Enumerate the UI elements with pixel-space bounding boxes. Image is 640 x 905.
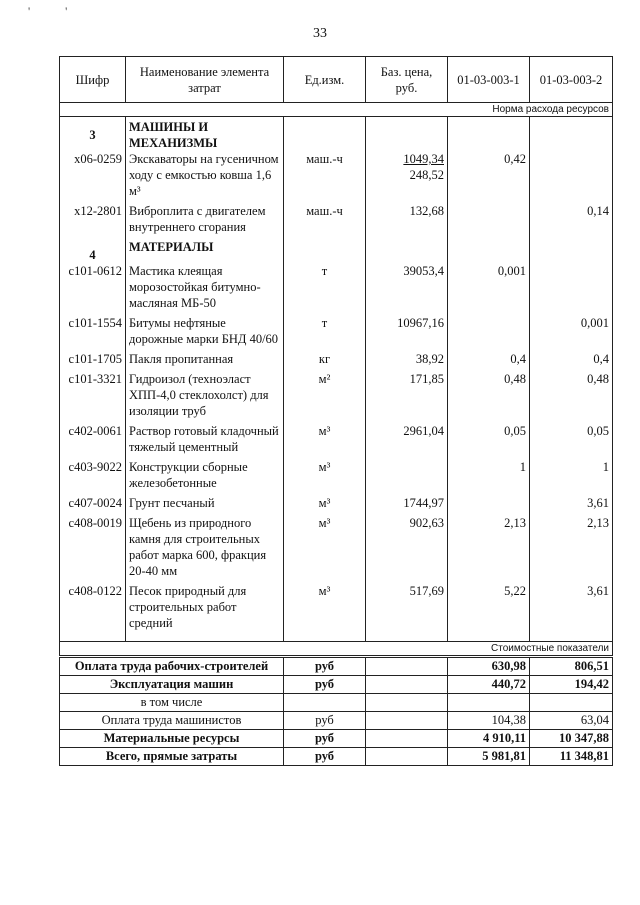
norm-value-2: 0,05 <box>530 423 613 459</box>
section-number: 4 <box>60 239 126 263</box>
resource-unit: м² <box>284 371 366 423</box>
header-name: Наименование элемента затрат <box>126 57 284 103</box>
resource-price-cell <box>366 459 448 495</box>
table-row <box>60 315 613 351</box>
resource-name: Песок природный для строительных работ средний <box>126 583 284 635</box>
resource-price: 1744,97 <box>403 496 444 510</box>
resource-price-cell <box>366 151 448 203</box>
resource-price-cell <box>366 495 448 515</box>
resource-name: Щебень из природного камня для строительных работ марка 600, фракция 20-40 мм <box>126 515 284 583</box>
empty-cell <box>448 117 530 152</box>
resource-unit: кг <box>284 351 366 371</box>
resource-code: с101-3321 <box>60 371 126 423</box>
resource-price: 517,69 <box>409 584 444 598</box>
resource-code: с402-0061 <box>60 423 126 459</box>
norm-value-1: 0,48 <box>448 371 530 423</box>
norm-value-2: 0,001 <box>530 315 613 351</box>
resource-unit: маш.-ч <box>284 203 366 239</box>
summary-row <box>60 657 613 676</box>
summary-unit: руб <box>284 730 366 748</box>
summary-name: Всего, прямые затраты <box>60 748 284 766</box>
summary-row <box>60 676 613 694</box>
table-row <box>60 583 613 635</box>
summary-value-1: 104,38 <box>448 712 530 730</box>
empty-cell <box>448 239 530 263</box>
resource-price-cell <box>366 515 448 583</box>
empty-cell <box>284 239 366 263</box>
resource-price-cell <box>366 423 448 459</box>
table-row <box>60 495 613 515</box>
resource-price: 171,85 <box>409 372 444 386</box>
summary-value-1: 5 981,81 <box>448 748 530 766</box>
resource-price-cell <box>366 203 448 239</box>
scan-marks: ' ' <box>28 4 84 18</box>
norm-value-1: 5,22 <box>448 583 530 635</box>
summary-row <box>60 748 613 766</box>
resource-name: Битумы нефтяные дорожные марки БНД 40/60 <box>126 315 284 351</box>
table-row <box>60 423 613 459</box>
summary-value-1: 440,72 <box>448 676 530 694</box>
summary-value-1: 630,98 <box>448 657 530 676</box>
resource-price: 1049,34 <box>403 152 444 166</box>
resource-unit: м³ <box>284 515 366 583</box>
resource-price-cell <box>366 371 448 423</box>
summary-unit: руб <box>284 657 366 676</box>
resource-unit: маш.-ч <box>284 151 366 203</box>
norm-value-2: 3,61 <box>530 583 613 635</box>
resource-name: Конструкции сборные железобетонные <box>126 459 284 495</box>
norm-value-2: 3,61 <box>530 495 613 515</box>
resource-code: с408-0019 <box>60 515 126 583</box>
resource-price: 2961,04 <box>403 424 444 438</box>
resource-price: 38,92 <box>415 352 444 366</box>
empty-cell <box>366 712 448 730</box>
resource-price: 10967,16 <box>397 316 444 330</box>
resource-code: с101-1705 <box>60 351 126 371</box>
cost-label: Стоимостные показатели <box>60 642 613 657</box>
summary-row <box>60 694 613 712</box>
summary-value-2: 63,04 <box>530 712 613 730</box>
section-header-row <box>60 239 613 263</box>
empty-cell <box>366 694 448 712</box>
empty-cell <box>284 117 366 152</box>
empty-cell <box>366 657 448 676</box>
summary-value-2 <box>530 694 613 712</box>
norm-value-1: 2,13 <box>448 515 530 583</box>
resource-unit: м³ <box>284 423 366 459</box>
resource-unit: т <box>284 263 366 315</box>
resource-price: 39053,4 <box>403 264 444 278</box>
resource-price-cell <box>366 315 448 351</box>
norm-value-2: 2,13 <box>530 515 613 583</box>
resource-price: 132,68 <box>409 204 444 218</box>
summary-value-2: 10 347,88 <box>530 730 613 748</box>
resource-unit: м³ <box>284 495 366 515</box>
table-row <box>60 371 613 423</box>
summary-unit: руб <box>284 712 366 730</box>
empty-cell <box>530 117 613 152</box>
summary-unit: руб <box>284 676 366 694</box>
resource-code: с408-0122 <box>60 583 126 635</box>
norm-value-2 <box>530 263 613 315</box>
resource-price-cell <box>366 351 448 371</box>
empty-cell <box>366 117 448 152</box>
empty-cell <box>530 239 613 263</box>
norm-label: Норма расхода ресурсов <box>60 103 613 117</box>
table-row <box>60 515 613 583</box>
resource-code: х12-2801 <box>60 203 126 239</box>
resource-code: с403-9022 <box>60 459 126 495</box>
table-row <box>60 351 613 371</box>
summary-value-2: 806,51 <box>530 657 613 676</box>
resource-code: с101-0612 <box>60 263 126 315</box>
norm-value-2: 0,14 <box>530 203 613 239</box>
header-col1: 01-03-003-1 <box>448 57 530 103</box>
norm-value-1: 1 <box>448 459 530 495</box>
resource-code: с101-1554 <box>60 315 126 351</box>
resource-name: Виброплита с двигателем внутреннего сгорания <box>126 203 284 239</box>
norm-value-1: 0,05 <box>448 423 530 459</box>
section-number: 3 <box>60 117 126 152</box>
resource-price: 902,63 <box>409 516 444 530</box>
header-code: Шифр <box>60 57 126 103</box>
cost-label-row <box>60 642 613 657</box>
summary-name: в том числе <box>60 694 284 712</box>
resource-name: Раствор готовый кладочный тяжелый цементный <box>126 423 284 459</box>
empty-cell <box>366 730 448 748</box>
resource-price-cell <box>366 583 448 635</box>
summary-value-2: 194,42 <box>530 676 613 694</box>
norm-value-1: 0,4 <box>448 351 530 371</box>
summary-name: Оплата труда рабочих-строителей <box>60 657 284 676</box>
summary-name: Материальные ресурсы <box>60 730 284 748</box>
empty-cell <box>366 748 448 766</box>
resource-name: Пакля пропитанная <box>126 351 284 371</box>
resource-name: Экскаваторы на гусеничном ходу с емкостью ковша 1,6 м³ <box>126 151 284 203</box>
summary-unit <box>284 694 366 712</box>
summary-row <box>60 712 613 730</box>
table-row <box>60 151 613 203</box>
resource-name: Грунт песчаный <box>126 495 284 515</box>
resource-name: Мастика клеящая морозостойкая битумно-масляная МБ-50 <box>126 263 284 315</box>
table-row <box>60 203 613 239</box>
empty-cell <box>366 239 448 263</box>
norm-value-1 <box>448 495 530 515</box>
resource-code: х06-0259 <box>60 151 126 203</box>
empty-cell <box>366 676 448 694</box>
norm-value-2 <box>530 151 613 203</box>
norm-value-1 <box>448 203 530 239</box>
header-col2: 01-03-003-2 <box>530 57 613 103</box>
norm-value-1 <box>448 315 530 351</box>
resource-price-cell <box>366 263 448 315</box>
norm-value-1: 0,42 <box>448 151 530 203</box>
resource-table <box>59 56 613 766</box>
resource-code: с407-0024 <box>60 495 126 515</box>
table-row <box>60 263 613 315</box>
summary-unit: руб <box>284 748 366 766</box>
resource-unit: т <box>284 315 366 351</box>
section-title: МАТЕРИАЛЫ <box>126 239 284 263</box>
norm-value-2: 0,4 <box>530 351 613 371</box>
resource-name: Гидроизол (техноэласт ХПП-4,0 стеклохолст) для изоляции труб <box>126 371 284 423</box>
summary-row <box>60 730 613 748</box>
summary-name: Оплата труда машинистов <box>60 712 284 730</box>
header-price: Баз. цена, руб. <box>366 57 448 103</box>
norm-value-2: 1 <box>530 459 613 495</box>
resource-price-secondary: 248,52 <box>409 168 444 182</box>
header-unit: Ед.изм. <box>284 57 366 103</box>
section-title: МАШИНЫ И МЕХАНИЗМЫ <box>126 117 284 152</box>
summary-value-1 <box>448 694 530 712</box>
table-row <box>60 459 613 495</box>
section-header-row <box>60 117 613 152</box>
table-header <box>60 57 613 103</box>
resource-unit: м³ <box>284 583 366 635</box>
summary-value-1: 4 910,11 <box>448 730 530 748</box>
resource-unit: м³ <box>284 459 366 495</box>
norm-label-row <box>60 103 613 117</box>
norm-value-1: 0,001 <box>448 263 530 315</box>
norm-value-2: 0,48 <box>530 371 613 423</box>
summary-value-2: 11 348,81 <box>530 748 613 766</box>
summary-name: Эксплуатация машин <box>60 676 284 694</box>
page-number: 33 <box>313 26 327 41</box>
